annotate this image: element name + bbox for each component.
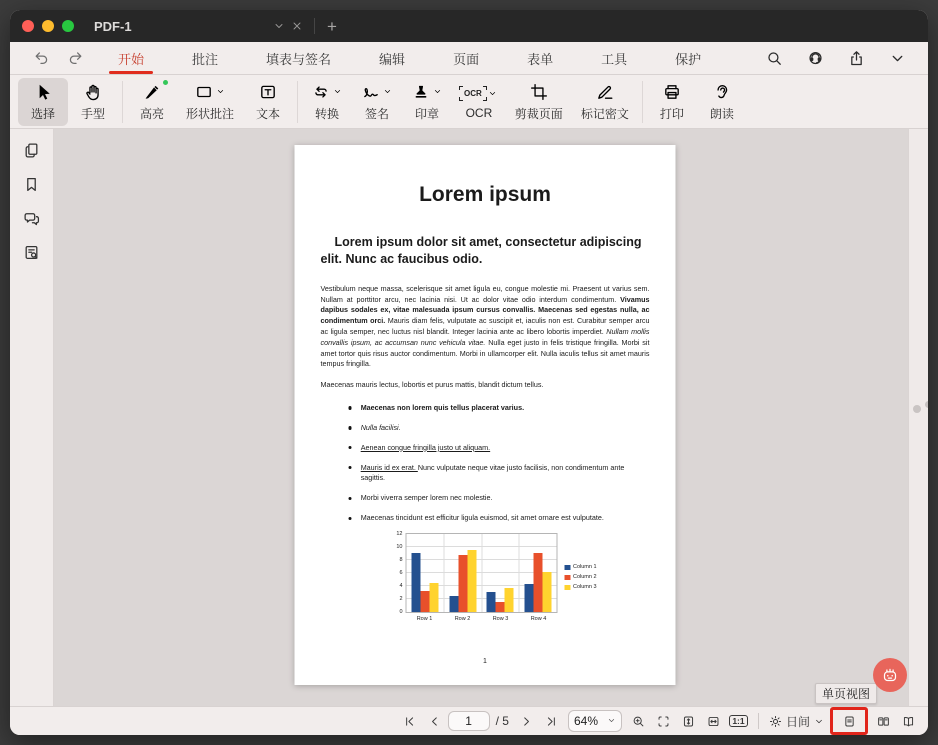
toolbar [10, 75, 928, 129]
day-mode-label: 日间 [785, 714, 810, 729]
bullet-item-4: Mauris id ex erat. Nunc vulputate neque vitae justo facilisis, non condimentum ante sagittis. [321, 463, 650, 484]
bar-row-2-column-3 [467, 550, 476, 612]
convert-icon [312, 83, 330, 101]
doc-bullet-list [321, 403, 650, 524]
fit-page-button[interactable] [652, 710, 675, 733]
chart-plot-area: 0 2 4 6 8 10 12 [406, 533, 558, 613]
bar-group-row-3 [482, 534, 520, 612]
ribbon-bar [10, 42, 928, 75]
tool-cursor-button[interactable] [18, 78, 68, 126]
ear-icon [713, 83, 731, 101]
ribbon-tab-3[interactable]: 填表与签名 [266, 51, 332, 67]
ribbon-tabs [118, 42, 701, 74]
bar-row-2-column-1 [449, 596, 458, 612]
tool-signature-button[interactable] [352, 78, 402, 126]
tool-text-button[interactable] [243, 78, 293, 126]
search-icon[interactable] [765, 49, 783, 67]
tab-close-icon[interactable] [288, 17, 306, 35]
day-mode-dropdown[interactable] [769, 713, 824, 730]
left-sidebar-rail [10, 129, 54, 706]
sidebar-thumbnails-icon[interactable] [18, 137, 46, 163]
undo-icon[interactable] [32, 49, 50, 67]
toolbar-divider [122, 81, 123, 123]
sidebar-comments-icon[interactable] [18, 205, 46, 231]
fit-width-button[interactable] [702, 710, 725, 733]
stamp-icon [412, 83, 430, 101]
sidebar-resize-handle[interactable] [925, 401, 928, 408]
zoom-level-value: 64% [573, 714, 599, 728]
bullet-item-2: Nulla facilisi. [321, 423, 650, 433]
sun-icon [769, 715, 782, 728]
ribbon-tab-1[interactable]: 开始 [118, 42, 144, 74]
ribbon-tab-6[interactable]: 表单 [527, 51, 554, 67]
new-tab-button[interactable]: + [327, 16, 337, 36]
bar-group-row-4 [520, 534, 557, 612]
tool-label: 高亮 [139, 106, 164, 121]
robot-icon [879, 664, 901, 686]
bar-row-1-column-3 [429, 583, 438, 612]
zoom-in-icon[interactable] [627, 710, 650, 733]
next-page-button[interactable] [515, 710, 538, 733]
tool-label: 打印 [659, 106, 684, 121]
doc-subtitle: Lorem ipsum dolor sit amet, consectetur adipiscing elit. Nunc ac faucibus odio. [320, 235, 642, 266]
chevron-down-icon [488, 89, 497, 98]
printer-icon [663, 83, 681, 101]
highlighter-icon [143, 83, 161, 101]
toolbar-group-3 [302, 75, 638, 128]
ribbon-tab-5[interactable]: 页面 [453, 51, 480, 67]
first-page-button[interactable] [398, 710, 421, 733]
statusbar-divider [758, 713, 759, 729]
bar-row-3-column-2 [496, 602, 505, 612]
bar-group-row-2 [444, 534, 482, 612]
toolbar-group-2 [127, 75, 293, 128]
right-panel-handle[interactable] [913, 405, 921, 413]
bar-group-row-1 [407, 534, 445, 612]
ribbon-tab-7[interactable]: 工具 [601, 51, 628, 67]
tool-redact-button[interactable] [572, 78, 638, 126]
titlebar [10, 10, 928, 42]
last-page-button[interactable] [540, 710, 563, 733]
single-page-view-button[interactable] [840, 711, 858, 731]
day-mode-chevron-icon [814, 715, 824, 728]
doc-paragraph-1: Vestibulum neque massa, scelerisque sit amet ligula eu, congue molestie mi. Praesent ut varius sem. Nullam at porttitor arcu, nec lacinia nisi. Ut ac dolor vitae odio interdum condimentum. Vivamus dapibus sodales ex, vitae malesuada ipsum cursus convallis. Maecenas sed egestas nulla, ac condimentum orci. Mauris diam felis, vulputate ac suscipit et, iaculis non est. Curabitur semper arcu ac ligula semper, nec luctus nisl blandit. Integer lacinia ante ac libero lobortis imperdiet. Nullam mollis convallis ipsum, ac accumsan nunc vehicula vitae. Nulla eget justo in felis tristique fringilla. Morbi sit amet tortor quis risus auctor condimentum. Morbi in ullamcorper elit. Nulla iaculis tellus sit amet mauris tempus fringilla. [320, 283, 650, 369]
actual-size-button[interactable] [727, 710, 750, 733]
tool-ocr-button[interactable] [452, 79, 506, 124]
fit-height-button[interactable] [677, 710, 700, 733]
ribbon-tab-2[interactable]: 批注 [192, 51, 219, 67]
two-page-view-button[interactable] [872, 710, 895, 733]
traffic-lights [22, 20, 74, 32]
tab-chevron-down-icon[interactable] [270, 17, 288, 35]
single-page-view-highlight-box [830, 707, 868, 735]
chart-legend: Column 1 Column 2 Column 3 [565, 564, 597, 590]
tool-printer-button[interactable] [647, 78, 697, 126]
bullet-item-3: Aenean congue fringilla justo ut aliquam. [321, 443, 650, 453]
share-icon[interactable] [847, 49, 865, 67]
tool-shape-button[interactable] [177, 78, 243, 126]
bullet-item-5: Morbi viverra semper lorem nec molestie. [321, 493, 650, 503]
bar-row-4-column-3 [543, 572, 552, 612]
pdf-page[interactable] [295, 145, 676, 685]
tool-label: 手型 [80, 106, 105, 121]
tool-ear-button[interactable] [697, 78, 747, 126]
zoom-select-chevron-icon [607, 712, 616, 730]
zoom-window-button[interactable] [62, 20, 74, 32]
tool-label: 朗读 [709, 106, 734, 121]
ocr-icon: OCR [461, 87, 485, 100]
crop-icon [530, 83, 548, 101]
tool-crop-button[interactable] [506, 78, 572, 126]
ribbon-tab-4[interactable]: 编辑 [379, 51, 406, 67]
tool-label: 印章 [415, 106, 440, 121]
zoom-level-select[interactable] [568, 710, 622, 732]
minimize-window-button[interactable] [42, 20, 54, 32]
bar-row-3-column-1 [487, 592, 496, 612]
chevron-down-icon [333, 87, 342, 96]
bar-row-4-column-1 [525, 584, 534, 612]
toolbar-divider [297, 81, 298, 123]
tool-stamp-button[interactable] [402, 78, 452, 126]
cursor-icon [34, 83, 52, 101]
tool-label: 形状批注 [186, 106, 235, 121]
support-icon[interactable] [806, 49, 824, 67]
tool-highlighter-button[interactable] [127, 78, 177, 126]
text-icon [259, 83, 277, 101]
signature-icon [362, 83, 380, 101]
redact-icon [596, 83, 614, 101]
bullet-item-6: Maecenas tincidunt est efficitur ligula euismod, sit amet ornare est vulputate. [321, 513, 650, 523]
actual-size-label: 1:1 [729, 715, 747, 728]
page-total-label: / 5 [495, 714, 509, 728]
doc-title: Lorem ipsum [419, 183, 551, 206]
page-number-input[interactable] [448, 711, 490, 731]
book-view-button[interactable] [897, 710, 920, 733]
main-area [10, 129, 928, 706]
close-window-button[interactable] [22, 20, 34, 32]
bar-row-4-column-2 [534, 553, 543, 612]
document-tab-title: PDF-1 [94, 18, 132, 34]
toolbar-divider [642, 81, 643, 123]
tool-label: 选择 [30, 106, 55, 121]
tool-label: 标记密文 [580, 106, 629, 121]
toolbar-group-1 [18, 75, 118, 128]
sidebar-annotations-icon[interactable] [18, 239, 46, 265]
tool-label: 文本 [256, 106, 281, 121]
tool-label: 转换 [315, 106, 340, 121]
bar-row-3-column-3 [505, 588, 514, 612]
chevron-down-icon [383, 87, 392, 96]
collapse-ribbon-chevron-icon[interactable] [888, 49, 906, 67]
toolbar-group-4 [647, 75, 747, 128]
redo-icon[interactable] [66, 49, 84, 67]
tool-label: OCR [465, 106, 493, 120]
doc-paragraph-2: Maecenas mauris lectus, lobortis et purus mattis, blandit dictum tellus. [320, 380, 544, 390]
bar-row-2-column-2 [458, 555, 467, 612]
bullet-item-1: Maecenas non lorem quis tellus placerat varius. [321, 403, 650, 413]
sidebar-bookmark-icon[interactable] [18, 171, 46, 197]
tool-convert-button[interactable] [302, 78, 352, 126]
statusbar [10, 706, 928, 735]
ribbon-tab-8[interactable]: 保护 [675, 51, 702, 67]
tooltip-single-page-view: 单页视图 [815, 683, 877, 704]
prev-page-button[interactable] [423, 710, 446, 733]
tab-divider [314, 18, 315, 34]
bar-chart: 0 2 4 6 8 10 12 Row 1 Row 2 Row 3 Row 4 Column 1 Column 2 Column 3 [396, 530, 597, 622]
chevron-down-icon [433, 87, 442, 96]
document-tab[interactable] [94, 10, 306, 42]
bar-row-1-column-2 [420, 591, 429, 612]
shape-icon [195, 83, 213, 101]
ai-robot-assistant-button[interactable] [873, 658, 907, 692]
tool-label: 签名 [365, 106, 390, 121]
tool-label: 剪裁页面 [514, 106, 563, 121]
new-feature-badge [163, 80, 168, 85]
document-canvas[interactable] [54, 129, 908, 706]
hand-icon [84, 83, 102, 101]
bar-row-1-column-1 [411, 553, 420, 612]
page-number: 1 [483, 658, 487, 665]
chevron-down-icon [216, 87, 225, 96]
right-panel-rail [908, 129, 928, 706]
tool-hand-button[interactable] [68, 78, 118, 126]
app-window [10, 10, 928, 735]
